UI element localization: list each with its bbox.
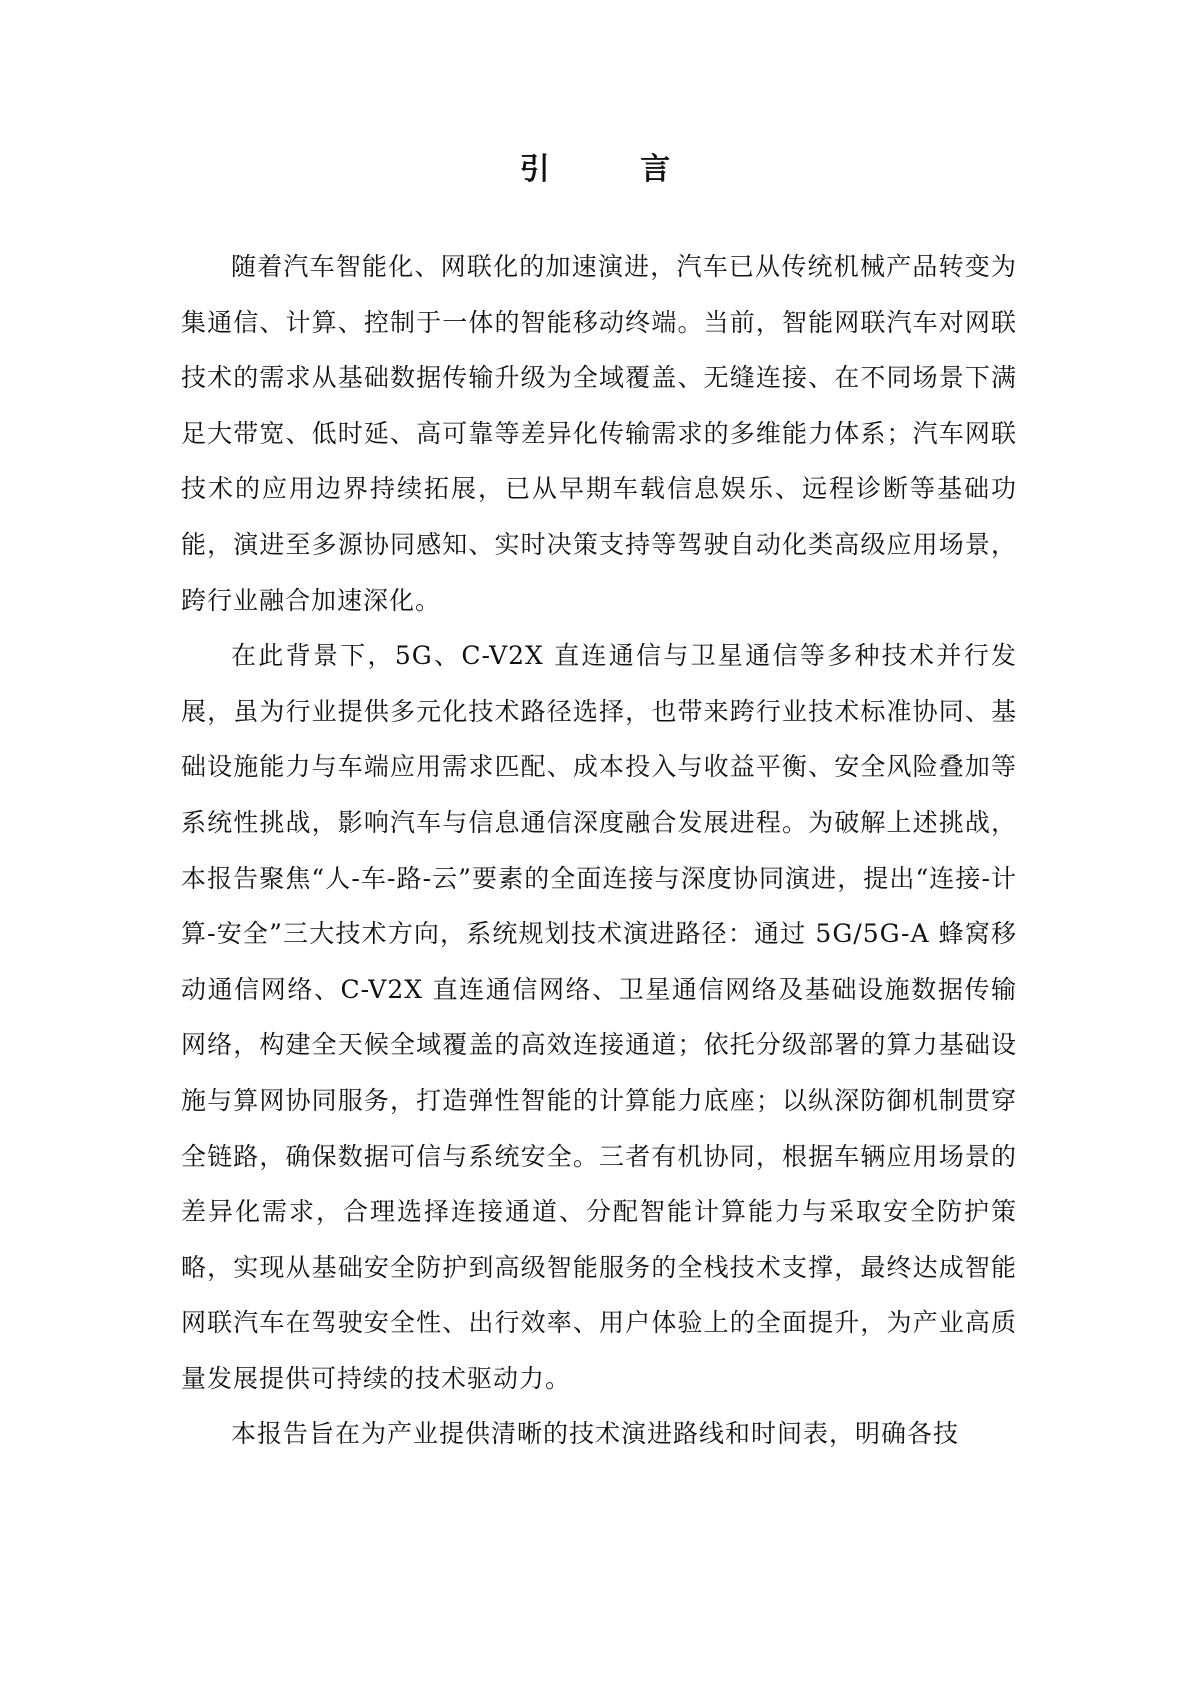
paragraph-3: 本报告旨在为产业提供清晰的技术演进路线和时间表，明确各技 <box>231 1419 960 1449</box>
page-title: 引 言 <box>519 152 711 187</box>
paragraph-2: 在此背景下，5G、C-V2X 直连通信与卫星通信等多种技术并行发展，虽为行业提供多元化技术路径选择，也带来跨行业技术标准协同、基础设施能力与车端应用需求匹配、成本投入与收益平衡、安全风险叠加等系统性挑战，影响汽车与信息通信深度融合发展进程。为破解上述挑战，本报告聚焦“人-车-路-云”要素的全面连接与深度协同演进，提出“连接-计算-安全”三大技术方向，系统规划技术演进路径：通过 5G/5G-A 蜂窝移动通信网络、C-V2X 直连通信网络、卫星通信网络及基础设施数据传输网络，构建全天候全域覆盖的高效连接通道；依托分级部署的算力基础设施与算网协同服务，打造弹性智能的计算能力底座；以纵深防御机制贯穿全链路，确保数据可信与系统安全。三者有机协同，根据车辆应用场景的差异化需求，合理选择连接通道、分配智能计算能力与采取安全防护策略，实现从基础安全防护到高级智能服务的全栈技术支撑，最终达成智能网联汽车在驾驶安全性、出行效率、用户体验上的全面提升，为产业高质量发展提供可持续的技术驱动力。 <box>181 641 1017 1393</box>
body-text <box>181 239 1017 1462</box>
paragraph-1: 随着汽车智能化、网联化的加速演进，汽车已从传统机械产品转变为集通信、计算、控制于一体的智能移动终端。当前，智能网联汽车对网联技术的需求从基础数据传输升级为全域覆盖、无缝连接、在不同场景下满足大带宽、低时延、高可靠等差异化传输需求的多维能力体系；汽车网联技术的应用边界持续拓展，已从早期车载信息娱乐、远程诊断等基础功能，演进至多源协同感知、实时决策支持等驾驶自动化类高级应用场景，跨行业融合加速深化。 <box>181 252 1017 615</box>
